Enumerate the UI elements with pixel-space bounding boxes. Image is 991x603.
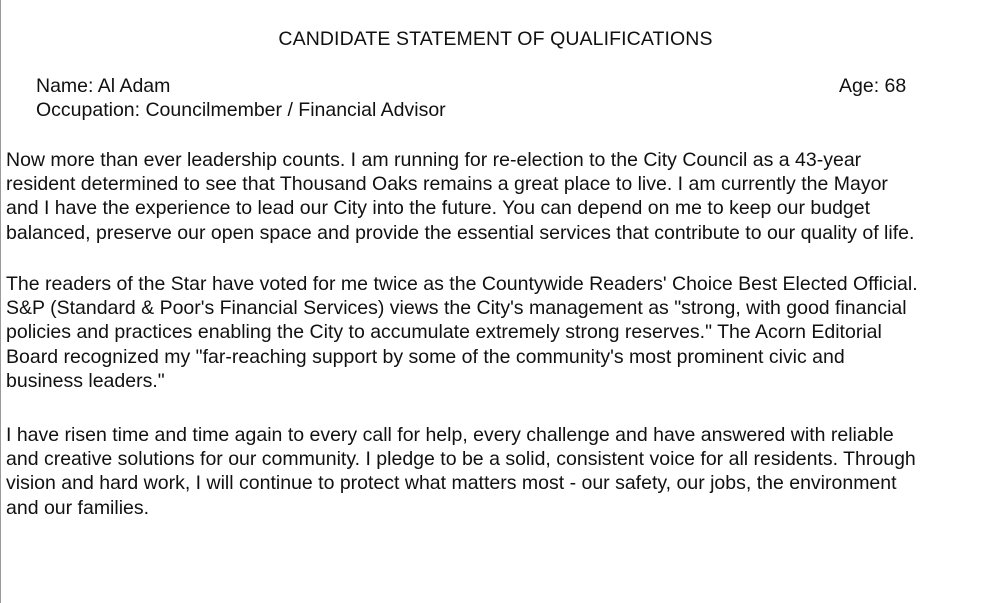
candidate-occupation: Occupation: Councilmember / Financial Advisor bbox=[36, 99, 446, 121]
candidate-age: Age: 68 bbox=[839, 75, 907, 97]
candidate-name: Name: Al Adam bbox=[36, 75, 171, 97]
statement-paragraph-2: The readers of the Star have voted for me twice as the Countywide Readers' Choice Best Elected Official. S&P (Standard & Poor's Financial Services) views the City's management as "strong, with good financial policies and practices enabling the City to accumulate extremely strong reserves." The Acorn Editorial Board recognized my "far-reaching support by some of the community's most prominent civic and business leaders." bbox=[6, 273, 918, 392]
statement-paragraph-1: Now more than ever leadership counts. I am running for re-election to the City Council as a 43-year resident determined to see that Thousand Oaks remains a great place to live. I am currently the Mayor and I have the experience to lead our City into the future. You can depend on me to keep our budget balanced, preserve our open space and provide the essential services that contribute to our quality of life. bbox=[6, 149, 915, 244]
document-title: CANDIDATE STATEMENT OF QUALIFICATIONS bbox=[278, 28, 713, 50]
page-edge-divider bbox=[0, 0, 1, 603]
statement-paragraph-3: I have risen time and time again to every call for help, every challenge and have answered with reliable and creative solutions for our community. I pledge to be a solid, consistent voice for all residents. Through vision and hard work, I will continue to protect what matters most - our safety, our jobs, the environment and our families. bbox=[6, 424, 916, 519]
